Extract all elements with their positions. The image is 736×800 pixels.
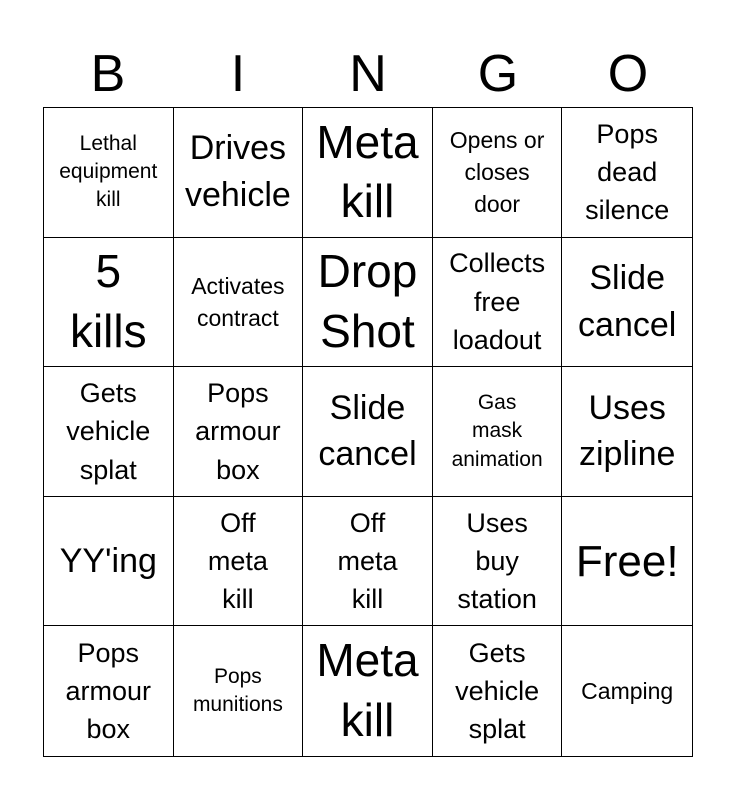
bingo-free-cell[interactable]: Free! bbox=[562, 497, 692, 627]
bingo-cell[interactable]: Pops munitions bbox=[174, 626, 304, 756]
bingo-cell[interactable]: Slide cancel bbox=[562, 238, 692, 368]
bingo-cell[interactable]: Activates contract bbox=[174, 238, 304, 368]
bingo-cell[interactable]: Drives vehicle bbox=[174, 108, 304, 238]
bingo-cell[interactable]: Off meta kill bbox=[303, 497, 433, 627]
bingo-cell[interactable]: Drop Shot bbox=[303, 238, 433, 368]
bingo-cell[interactable]: Lethal equipment kill bbox=[44, 108, 174, 238]
bingo-cell[interactable]: Gets vehicle splat bbox=[44, 367, 174, 497]
header-letter-n: N bbox=[349, 45, 387, 103]
header-letter-o: O bbox=[607, 45, 649, 103]
bingo-cell[interactable]: 5 kills bbox=[44, 238, 174, 368]
header-letter-b: B bbox=[90, 45, 126, 103]
bingo-cell[interactable]: Collects free loadout bbox=[433, 238, 563, 368]
bingo-cell[interactable]: Pops armour box bbox=[44, 626, 174, 756]
bingo-header bbox=[43, 40, 693, 108]
bingo-cell[interactable]: Meta kill bbox=[303, 108, 433, 238]
bingo-cell[interactable]: Slide cancel bbox=[303, 367, 433, 497]
bingo-cell[interactable]: YY'ing bbox=[44, 497, 174, 627]
bingo-cell[interactable]: Pops armour box bbox=[174, 367, 304, 497]
header-letter-i: I bbox=[230, 45, 246, 103]
bingo-cell[interactable]: Pops dead silence bbox=[562, 108, 692, 238]
bingo-cell[interactable]: Uses buy station bbox=[433, 497, 563, 627]
bingo-cell[interactable]: Camping bbox=[581, 678, 674, 705]
bingo-cell[interactable]: Uses zipline bbox=[562, 367, 692, 497]
bingo-cell[interactable]: Off meta kill bbox=[174, 497, 304, 627]
bingo-cell[interactable]: Gas mask animation bbox=[433, 367, 563, 497]
bingo-cell[interactable]: Gets vehicle splat bbox=[433, 626, 563, 756]
bingo-board bbox=[43, 107, 693, 757]
header-letter-g: G bbox=[477, 45, 519, 103]
bingo-cell[interactable]: Meta kill bbox=[303, 626, 433, 756]
bingo-cell[interactable]: Opens or closes door bbox=[433, 108, 563, 238]
